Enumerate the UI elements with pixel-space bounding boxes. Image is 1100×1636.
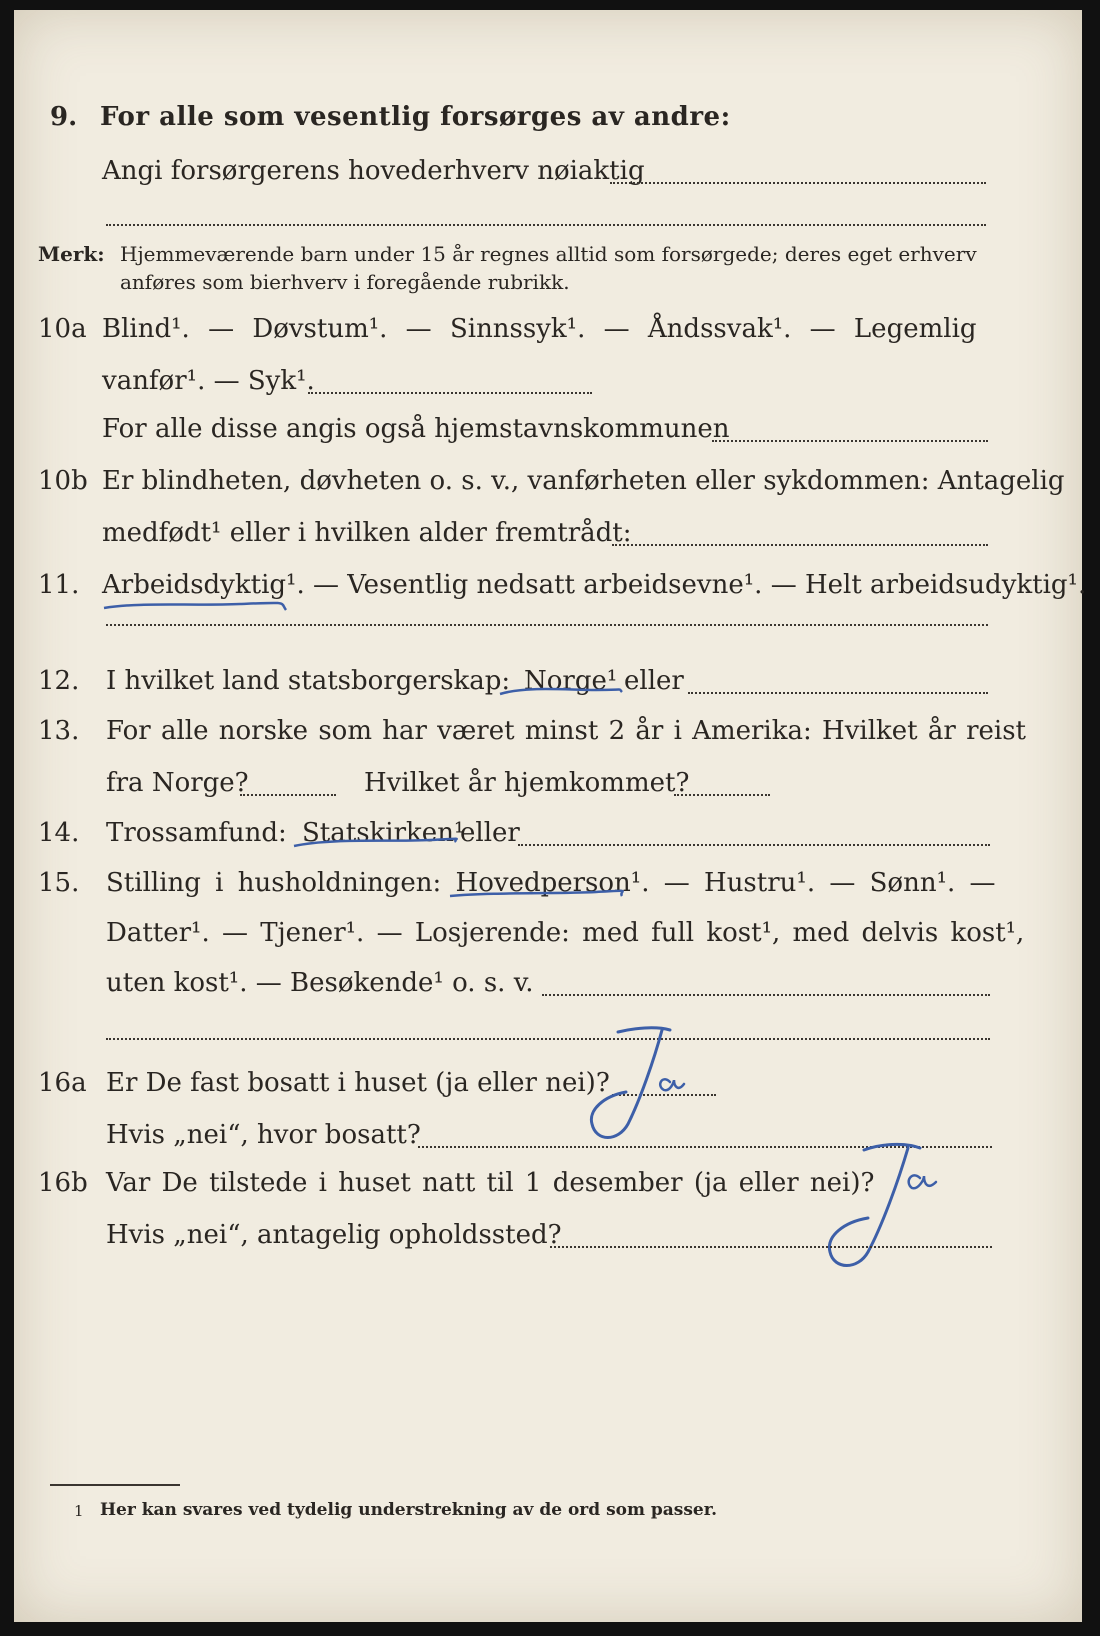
q12-eller: eller — [624, 666, 684, 696]
q15-answer-line-2[interactable] — [106, 1038, 990, 1040]
q14-choice-statskirken[interactable]: Statskirken¹ — [302, 818, 465, 848]
form-page — [14, 10, 1087, 1622]
q10a-kommune-line[interactable] — [712, 440, 988, 442]
q13-reist-line[interactable] — [240, 794, 336, 796]
merk-text-1: Hjemmeværende barn under 15 år regnes alltid som forsørgede; deres eget erhverv — [120, 242, 977, 266]
q12-choice-norge[interactable]: Norge¹ — [524, 666, 618, 696]
q13-line-2a: fra Norge? — [106, 768, 249, 798]
q12-ink-underline — [496, 680, 626, 700]
q16b-opholdssted-line[interactable] — [550, 1246, 992, 1248]
q14-answer-line[interactable] — [518, 844, 990, 846]
q9-answer-line-2[interactable] — [106, 224, 986, 226]
q16b-line-2: Hvis „nei“, antagelig opholdssted? — [106, 1220, 562, 1250]
q14-eller: eller — [460, 818, 520, 848]
q13-line-1: For alle norske som har været minst 2 år i Amerika: Hvilket år reist — [106, 716, 1026, 746]
q12-number: 12. — [38, 666, 80, 696]
q15-line-3: uten kost¹. — Besøkende¹ o. s. v. — [106, 968, 534, 998]
q10b-answer-line[interactable] — [612, 544, 988, 546]
q16b-line-1: Var De tilstede i huset natt til 1 desember (ja eller nei)? — [106, 1168, 875, 1198]
q10a-number: 10a — [38, 314, 87, 344]
q11-answer-line[interactable] — [106, 624, 988, 626]
q9-number: 9. — [50, 102, 78, 132]
q9-heading: For alle som vesentlig forsørges av andre: — [100, 102, 731, 132]
q10b-number: 10b — [38, 466, 88, 496]
q9-answer-line[interactable] — [610, 182, 986, 184]
q14-number: 14. — [38, 818, 80, 848]
q16a-line-1: Er De fast bosatt i huset (ja eller nei)? — [106, 1068, 610, 1098]
q15-ink-underline — [446, 882, 626, 904]
merk-text-2: anføres som bierhverv i foregående rubrikk. — [120, 270, 570, 294]
q10a-line-2: vanfør¹. — Syk¹. — [102, 366, 315, 396]
q14-ink-underline — [290, 830, 460, 852]
q10a-line-1: Blind¹. — Døvstum¹. — Sinnssyk¹. — Åndssvak¹. — Legemlig — [102, 314, 977, 344]
q16a-line-2: Hvis „nei“, hvor bosatt? — [106, 1120, 421, 1150]
footnote-text: Her kan svares ved tydelig understrekning av de ord som passer. — [100, 1500, 718, 1520]
q11-ink-underline — [100, 596, 290, 616]
q16a-number: 16a — [38, 1068, 87, 1098]
q15-line-1: Stilling i husholdningen: Hovedperson¹. — Hustru¹. — Sønn¹. — — [106, 868, 996, 898]
q15-line-2: Datter¹. — Tjener¹. — Losjerende: med full kost¹, med delvis kost¹, — [106, 918, 1025, 948]
q12-question: I hvilket land statsborgerskap: — [106, 666, 511, 696]
q10b-line-1: Er blindheten, døvheten o. s. v., vanførheten eller sykdommen: Antagelig — [102, 466, 1065, 496]
q13-line-2b: Hvilket år hjemkommet? — [364, 768, 690, 798]
footnote-rule — [50, 1484, 180, 1486]
q16a-handwritten-answer — [574, 1020, 714, 1150]
q16b-handwritten-answer — [804, 1130, 954, 1280]
merk-label: Merk: — [38, 242, 105, 266]
footnote-mark: 1 — [74, 1502, 84, 1520]
q10a-syk-line[interactable] — [308, 392, 592, 394]
q13-number: 13. — [38, 716, 80, 746]
q10a-line-3: For alle disse angis også hjemstavnskommunen — [102, 414, 730, 444]
q14-label: Trossamfund: — [106, 818, 287, 848]
q16b-number: 16b — [38, 1168, 88, 1198]
q15-answer-line[interactable] — [542, 994, 990, 996]
q10b-line-2: medfødt¹ eller i hvilken alder fremtrådt: — [102, 518, 632, 548]
q11-number: 11. — [38, 570, 80, 600]
q13-hjemkommet-line[interactable] — [674, 794, 770, 796]
q9-question: Angi forsørgerens hovederhverv nøiaktig — [102, 156, 645, 186]
q11-line: Arbeidsdyktig¹. — Vesentlig nedsatt arbeidsevne¹. — Helt arbeidsudyktig¹. — [102, 570, 1087, 600]
q12-answer-line[interactable] — [688, 692, 988, 694]
q15-number: 15. — [38, 868, 80, 898]
